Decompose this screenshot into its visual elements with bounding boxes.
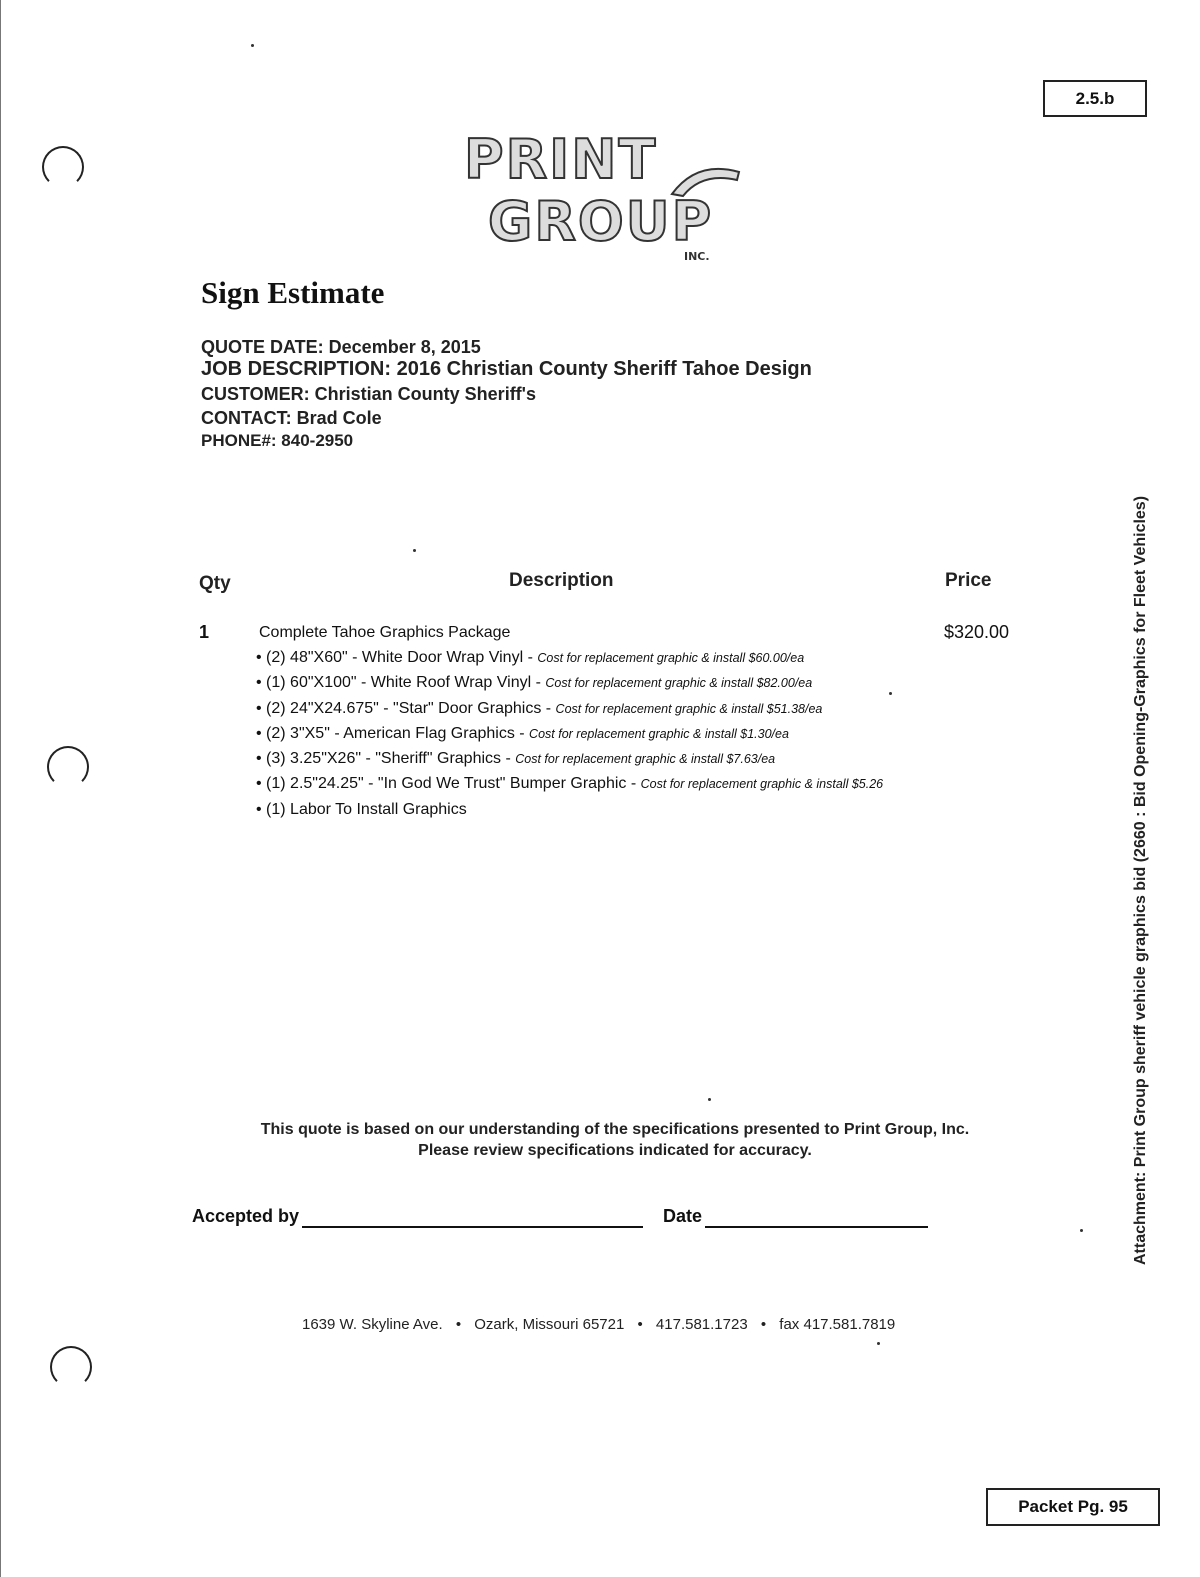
- footer-separator: •: [760, 1316, 767, 1333]
- item-qty: 1: [199, 622, 210, 642]
- customer: CUSTOMER: Christian County Sheriff's: [201, 384, 536, 404]
- component-text: • (2) 48"X60" - White Door Wrap Vinyl -: [256, 649, 538, 666]
- component-list: [256, 649, 883, 826]
- punch-hole-middle: [47, 746, 89, 788]
- scan-speck: [877, 1342, 880, 1345]
- page-tag: [1043, 80, 1147, 117]
- component-text: • (2) 3"X5" - American Flag Graphics -: [256, 724, 530, 742]
- component-note: Cost for replacement graphic & install $82.00/ea: [545, 676, 813, 691]
- quote-date: QUOTE DATE: December 8, 2015: [201, 337, 481, 357]
- packet-page-box: [986, 1488, 1160, 1526]
- scan-speck: [251, 44, 254, 47]
- footer-phone: 417.581.1723: [655, 1316, 748, 1333]
- company-logo: [462, 128, 762, 268]
- footer-fax: fax 417.581.7819: [779, 1316, 896, 1333]
- date-label: Date: [663, 1206, 703, 1226]
- footer-street: 1639 W. Skyline Ave.: [302, 1316, 443, 1333]
- phone: PHONE#: 840-2950: [201, 431, 354, 450]
- list-item: [256, 775, 883, 800]
- list-item: [256, 674, 883, 699]
- contact: CONTACT: Brad Cole: [201, 408, 382, 428]
- accepted-by-label: Accepted by: [192, 1206, 300, 1226]
- item-price: $320.00: [944, 622, 1010, 642]
- scan-speck: [708, 1098, 711, 1101]
- footer-separator: •: [455, 1316, 462, 1333]
- list-item: [256, 725, 883, 750]
- logo-word-bottom: GROUP: [488, 190, 714, 253]
- punch-hole-bottom: [50, 1346, 92, 1388]
- component-text: • (2) 24"X24.675" - "Star" Door Graphics -: [256, 699, 556, 717]
- scan-speck: [413, 549, 416, 552]
- component-note: Cost for replacement graphic & install $51.38/ea: [555, 701, 823, 716]
- accepted-by-line: [302, 1226, 643, 1228]
- disclaimer-line-2: Please review specifications indicated for accuracy.: [418, 1142, 812, 1159]
- header-description: Description: [509, 570, 614, 591]
- component-text: • (3) 3.25"X26" - "Sheriff" Graphics -: [256, 750, 516, 768]
- list-item: [256, 801, 883, 826]
- header-qty: Qty: [199, 573, 231, 594]
- component-note: Cost for replacement graphic & install $7.63/ea: [515, 752, 776, 767]
- header-price: Price: [945, 570, 992, 591]
- page-tag-text: 2.5.b: [1075, 89, 1115, 108]
- component-note: Cost for replacement graphic & install $1.30/ea: [529, 726, 789, 741]
- attachment-label: Attachment: Print Group sheriff vehicle graphics bid (2660 : Bid Opening-Graphics for Fleet Vehicles): [1132, 495, 1149, 1265]
- item-name: Complete Tahoe Graphics Package: [259, 624, 511, 641]
- logo-word-top: PRINT: [464, 128, 658, 191]
- page-title: Sign Estimate: [201, 275, 385, 310]
- component-note: Cost for replacement graphic & install $5.26: [640, 777, 884, 792]
- component-text: • (1) 2.5"24.25" - "In God We Trust" Bumper Graphic -: [256, 775, 641, 793]
- date-line: [705, 1226, 928, 1228]
- punch-hole-top: [42, 146, 84, 188]
- footer-address: [302, 1316, 895, 1333]
- footer-separator: •: [637, 1316, 643, 1333]
- list-item: [256, 649, 883, 674]
- page-edge: [0, 0, 1, 1577]
- component-text: • (1) Labor To Install Graphics: [256, 800, 467, 818]
- list-item: [256, 750, 883, 775]
- scan-speck: [1080, 1229, 1083, 1232]
- packet-page-text: Packet Pg. 95: [1018, 1497, 1128, 1516]
- component-note: Cost for replacement graphic & install $60.00/ea: [537, 651, 805, 665]
- job-description: JOB DESCRIPTION: 2016 Christian County Sheriff Tahoe Design: [201, 358, 812, 380]
- footer-city: Ozark, Missouri 65721: [474, 1316, 625, 1333]
- logo-inc: INC.: [684, 250, 710, 263]
- disclaimer-line-1: This quote is based on our understanding of the specifications presented to Print Group, Inc.: [260, 1121, 970, 1138]
- scan-speck: [889, 692, 892, 695]
- list-item: [256, 700, 883, 725]
- component-text: • (1) 60"X100" - White Roof Wrap Vinyl -: [256, 674, 546, 692]
